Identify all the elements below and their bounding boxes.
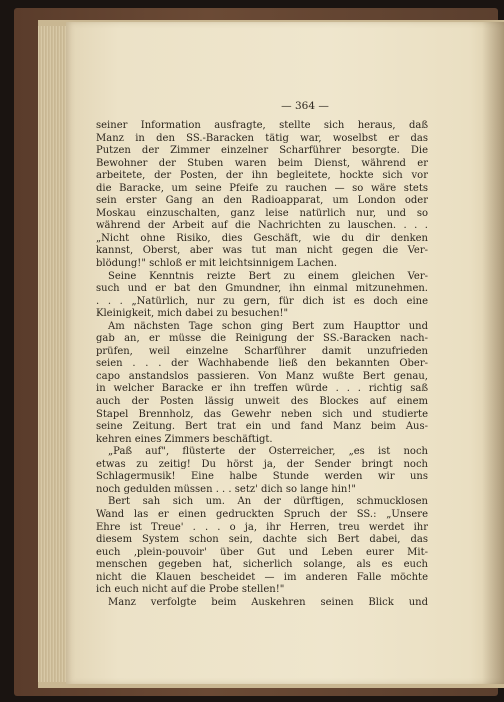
text-line: kannst, Oberst, aber was tut man nicht gegen die Ver-: [96, 245, 428, 257]
text-line: auch der Posten lässig unweit des Blockes auf einem: [96, 396, 428, 408]
text-line: Ehre ist Treue' . . . o ja, ihr Herren, treu werdet ihr: [96, 521, 428, 533]
text-line: sein erster Gang an den Radioapparat, um London oder: [96, 195, 428, 207]
text-line: nicht die Klauen bescheidet — im anderen Falle möchte: [96, 571, 428, 583]
body-text: [96, 120, 428, 609]
text-line: etwas zu zeitig! Du hörst ja, der Sender bringt noch: [96, 458, 428, 470]
text-line: prüfen, weil einzelne Scharführer damit unzufrieden: [96, 345, 428, 357]
text-line: „Paß auf", flüsterte der Österreicher, „es ist noch: [108, 446, 428, 458]
text-line: menschen gegeben hat, sicherlich solange, als es euch: [96, 559, 428, 571]
text-line: euch ‚plein-pouvoir' über Gut und Leben eurer Mit-: [96, 546, 428, 558]
text-line: Seine Kenntnis reizte Bert zu einem gleichen Ver-: [108, 270, 428, 282]
text-line: Stapel Brennholz, das Gewehr neben sich und studierte: [96, 408, 428, 420]
text-line: seien . . . der Wachhabende ließ den bekannten Ober-: [96, 358, 428, 370]
text-line: Bert sah sich um. An der dürftigen, schmucklosen: [108, 496, 428, 508]
text-line: seiner Information ausfragte, stellte sich heraus, daß: [96, 120, 428, 131]
text-line: Kleinigkeit, mich dabei zu besuchen!": [96, 308, 289, 320]
text-line: diesem System schon sein, dachte sich Bert dabei, das: [96, 534, 428, 546]
text-line: „Nicht ohne Risiko, dies Geschäft, wie du dir denken: [96, 232, 428, 244]
text-line: seine Zeitung. Bert trat ein und fand Manz beim Aus-: [96, 421, 428, 433]
page-gutter-shadow: [482, 22, 504, 684]
text-line: Bewohner der Stuben waren beim Dienst, während er: [96, 157, 428, 169]
text-line: Putzen der Zimmer einzelner Scharführer besorgte. Die: [96, 145, 428, 157]
text-line: kehren eines Zimmers beschäftigt.: [96, 433, 273, 445]
text-line: . . . „Natürlich, nur zu gern, für dich ist es doch eine: [96, 295, 428, 307]
text-line: Am nächsten Tage schon ging Bert zum Haupttor und: [108, 320, 428, 332]
text-line: Wand las er einen gedruckten Spruch der SS.: „Unsere: [96, 508, 428, 520]
text-line: gab an, er müsse die Reinigung der SS.-Baracken nach-: [96, 333, 428, 345]
text-line: noch gedulden müssen . . . setz' dich so lange hin!": [96, 483, 356, 495]
text-line: Schlagermusik! Eine halbe Stunde werden wir uns: [96, 471, 428, 483]
text-line: capo anstandslos passieren. Von Manz wußte Bert genau,: [96, 370, 428, 382]
text-line: Manz in den SS.-Baracken tätig war, woselbst er das: [96, 132, 428, 144]
text-line: arbeitete, der Posten, der ihn begleitete, hockte sich vor: [96, 170, 428, 182]
text-line: ich euch nicht auf die Probe stellen!": [96, 584, 285, 596]
text-line: während der Arbeit auf die Nachrichten zu lauschen. . . .: [96, 220, 428, 232]
text-line: die Baracke, um seine Pfeife zu rauchen — so wäre stets: [96, 182, 428, 194]
text-line: Manz verfolgte beim Auskehren seinen Blick und: [108, 596, 428, 608]
text-line: blödung!" schloß er mit leichtsinnigem Lachen.: [96, 258, 338, 270]
text-line: such und er bat den Gmundner, ihn einmal mitzunehmen.: [96, 283, 428, 295]
text-line: Moskau einzuschalten, ganz leise natürlich nur, und so: [96, 207, 428, 219]
text-line: in welcher Baracke er ihn treffen würde . . . richtig saß: [96, 383, 428, 395]
page-number: — 364 —: [281, 100, 329, 112]
